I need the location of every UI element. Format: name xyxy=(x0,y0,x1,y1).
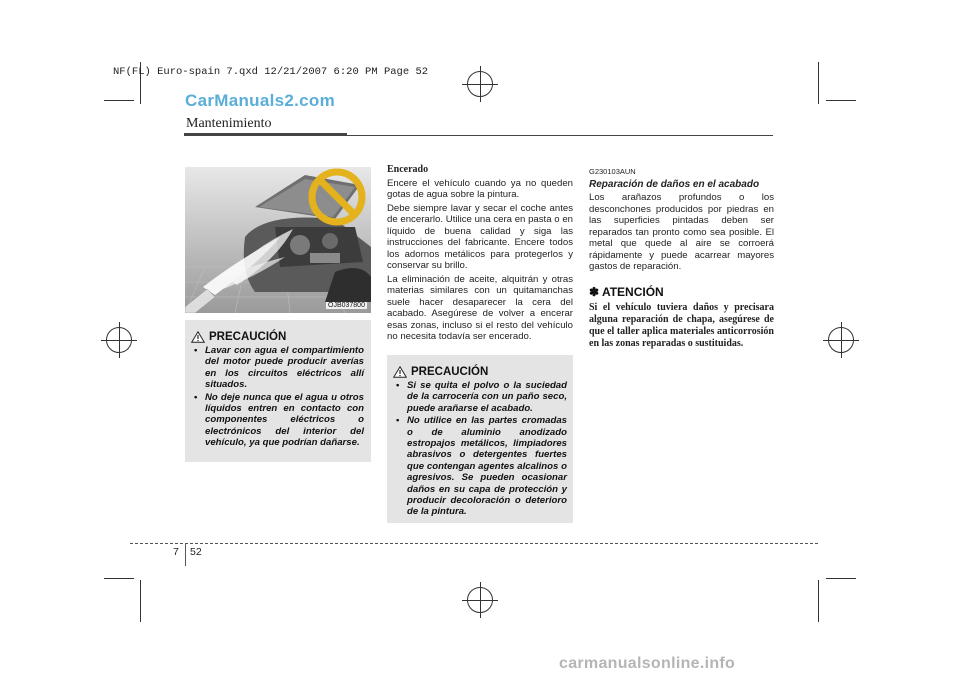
precaution-title xyxy=(191,331,364,343)
precaution-title-text: PRECAUCIÓN xyxy=(209,331,287,343)
crop-mark xyxy=(818,580,819,622)
section-title: Mantenimiento xyxy=(186,116,272,131)
precaution-list xyxy=(191,345,364,449)
crop-mark xyxy=(104,578,134,579)
middle-column xyxy=(387,164,573,345)
footer-divider xyxy=(185,543,186,566)
warning-triangle-icon xyxy=(393,366,407,378)
crop-mark xyxy=(826,100,856,101)
precaution-item: • No utilice en las partes cromadas o de aluminio anodizado estropajos metálicos, limpiadores abrasivos o detergentes fuertes que contengan agentes alcalinos o agresivos. Se pueden ocasionar daños en su capa de protección y producir decoloración o deterioro de la pintura. xyxy=(396,415,567,518)
attention-body: Si el vehículo tuviera daños y precisara alguna reparación de chapa, asegúrese de que el taller aplica materiales anticorrosión en las zonas reparadas o sustituidas. xyxy=(589,302,774,349)
registration-mark-icon xyxy=(101,322,137,358)
photo-code: OJB037800 xyxy=(328,302,365,309)
registration-mark-icon xyxy=(462,582,498,618)
precaution-box-left xyxy=(185,320,371,462)
crop-mark xyxy=(826,578,856,579)
waxing-heading: Encerado xyxy=(387,164,429,175)
paragraph: La eliminación de aceite, alquitrán y otras materias similares con un quitamanchas suele hacer desaparecer la cera del acabado. Asegúrese de volver a encerar esas zonas, incluso si el resto del vehículo no necesita todavía ser encerado. xyxy=(387,273,573,342)
paragraph: Encere el vehículo cuando ya no queden gotas de agua sobre la pintura. xyxy=(387,177,573,200)
registration-mark-icon xyxy=(823,322,859,358)
chapter-number: 7 xyxy=(173,546,179,558)
watermark-top[interactable]: CarManuals2.com xyxy=(185,91,335,110)
precaution-item: • Si se quita el polvo o la suciedad de la carrocería con un paño seco, puede arañarse el acabado. xyxy=(396,380,567,414)
crop-mark xyxy=(140,580,141,622)
crop-mark xyxy=(818,62,819,104)
paragraph: Los arañazos profundos o los desconchones producidos por piedras en las superficies pintadas deben ser reparados tan pronto como sea posible. El metal que quede al aire se corroerá rápidamente y puede acarrear mayores gastos de reparación. xyxy=(589,192,774,272)
precaution-item: • Lavar con agua el compartimiento del motor puede producir averías en los circuitos eléctricos allí situados. xyxy=(194,345,364,391)
page-number: 52 xyxy=(190,546,202,558)
section-code: G230103AUN xyxy=(589,167,636,176)
precaution-list xyxy=(393,380,567,518)
precaution-title xyxy=(393,366,567,378)
engine-wash-illustration xyxy=(185,167,371,313)
engine-wash-photo xyxy=(185,167,371,313)
header-rule-thick xyxy=(184,133,347,136)
crop-mark xyxy=(104,100,134,101)
watermark-bottom[interactable]: carmanualsonline.info xyxy=(559,655,736,672)
right-column xyxy=(589,166,774,350)
warning-triangle-icon xyxy=(191,331,205,343)
repair-heading: Reparación de daños en el acabado xyxy=(589,178,760,190)
attention-title: ✽ ATENCIÓN xyxy=(589,284,664,299)
precaution-item: • No deje nunca que el agua u otros líquidos entren en contacto con componentes eléctricos o electrónicos del interior del vehículo, ya que podrían dañarse. xyxy=(194,391,364,449)
print-slug: NF(FL) Euro-spain 7.qxd 12/21/2007 6:20 PM Page 52 xyxy=(113,66,429,78)
precaution-title-text: PRECAUCIÓN xyxy=(411,366,489,378)
registration-mark-icon xyxy=(462,66,498,102)
paragraph: Debe siempre lavar y secar el coche antes de encerarlo. Utilice una cera en pasta o en líquido de buena calidad y siga las instrucciones del fabricante. Encere todos los adornos metálicos para protegerlos y conservar su brillo. xyxy=(387,202,573,271)
footer-rule xyxy=(130,543,818,544)
precaution-box-middle xyxy=(387,355,573,523)
header-rule-thin xyxy=(347,135,773,136)
